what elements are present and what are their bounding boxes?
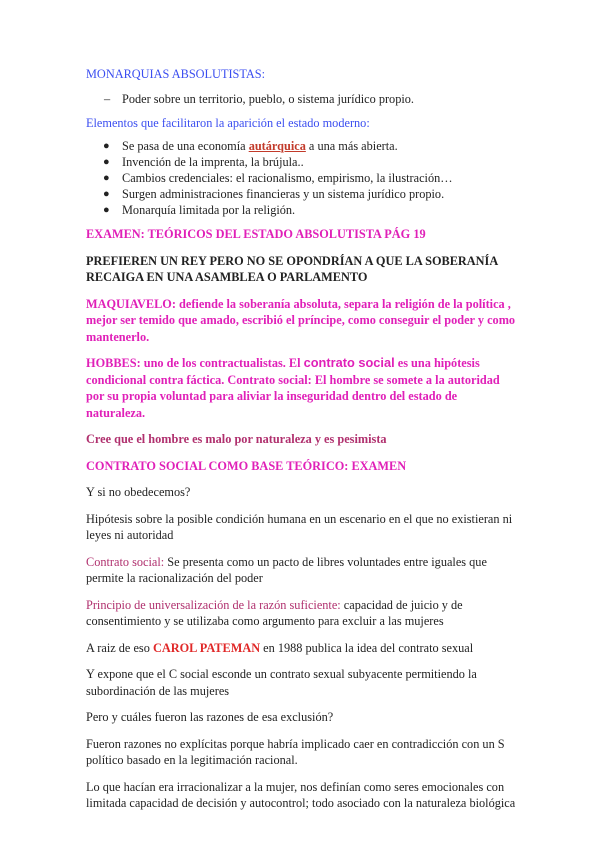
question-paragraph: Y si no obedecemos? — [86, 485, 191, 499]
document-page — [86, 66, 516, 812]
highlighted-word: autárquica — [248, 139, 306, 153]
list-item: ● Surgen administraciones financieras y un sistema jurídico propio. — [103, 187, 445, 201]
heading-elementos: Elementos que facilitaron la aparición el estado moderno: — [86, 115, 370, 130]
list-item: ● Invención de la imprenta, la brújula.. — [103, 155, 304, 169]
exam-heading: EXAMEN: TEÓRICOS DEL ESTADO ABSOLUTISTA PÁG 19 — [86, 227, 426, 241]
principio-paragraph: Principio de universalización de la razón suficiente: capacidad de juicio y de consentimiento y se utilizaba como argumento para excluir a las mujeres — [86, 597, 463, 628]
list-item: – Poder sobre un territorio, pueblo, o sistema jurídico propio. — [104, 91, 414, 106]
prefer-paragraph: PREFIEREN UN REY PERO NO SE OPONDRÍAN A QUE LA SOBERANÍA RECAIGA EN UNA ASAMBLEA O PARLAMENTO — [86, 253, 498, 284]
bullet-icon: ● — [103, 140, 110, 152]
hobbes-paragraph: HOBBES: uno de los contractualistas. El contrato social es una hipótesis condicional contra fáctica. Contrato social: El hombre se somete a la autoridad por su propia voluntad para aliviar la inseguridad dentro del estado de naturaleza. — [86, 355, 500, 420]
pateman-paragraph: A raiz de eso CAROL PATEMAN en 1988 publica la idea del contrato sexual — [86, 640, 474, 655]
cree-paragraph: Cree que el hombre es malo por naturaleza y es pesimista — [86, 432, 387, 446]
expone-paragraph: Y expone que el C social esconde un contrato sexual subyacente permitiendo la subordinación de las mujeres — [86, 667, 477, 698]
contrato-def-paragraph: Contrato social: Se presenta como un pacto de libres voluntades entre iguales que permite la racionalización del poder — [86, 554, 487, 585]
list-item: ● Monarquía limitada por la religión. — [103, 203, 296, 217]
heading-monarquias: MONARQUIAS ABSOLUTISTAS: — [86, 67, 266, 81]
list-item: ● Se pasa de una economía autárquica a una más abierta. — [103, 139, 398, 153]
razones-paragraph: Fueron razones no explícitas porque habría implicado caer en contradicción con un S político basado en la legitimación racional. — [86, 736, 505, 767]
bullet-icon: ● — [103, 188, 110, 200]
question-paragraph: Pero y cuáles fueron las razones de esa exclusión? — [86, 710, 334, 724]
irracionalizar-paragraph: Lo que hacían era irracionalizar a la mujer, nos definían como seres emocionales con limitada capacidad de decisión y autocontrol; todo asociado con la naturaleza biológica — [86, 779, 516, 810]
bullet-icon: ● — [103, 156, 110, 168]
hipotesis-paragraph: Hipótesis sobre la posible condición humana en un escenario en el que no existieran ni leyes ni autoridad — [86, 511, 513, 542]
bullet-icon: ● — [103, 172, 110, 184]
pateman-name: CAROL PATEMAN — [152, 640, 261, 655]
contrato-heading: CONTRATO SOCIAL COMO BASE TEÓRICO: EXAMEN — [86, 458, 407, 473]
bullet-list — [86, 138, 516, 218]
contrato-social-term: contrato social — [303, 355, 395, 370]
list-item: ● Cambios credenciales: el racionalismo, empirismo, la ilustración… — [103, 171, 453, 185]
bullet-icon: ● — [103, 204, 110, 216]
dash-list — [86, 91, 516, 107]
dash-marker: – — [104, 91, 111, 106]
maquiavelo-paragraph: MAQUIAVELO: defiende la soberanía absoluta, separa la religión de la política , mejor ser temido que amado, escribió el príncipe, como conseguir el poder y como mantenerlo. — [86, 296, 516, 344]
